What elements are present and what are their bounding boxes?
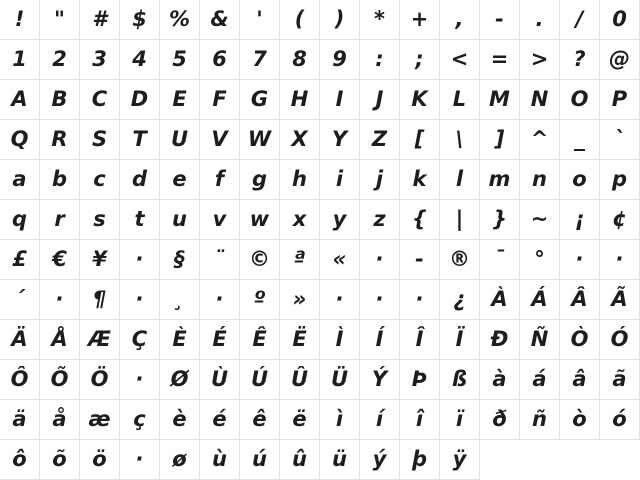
glyph-cell: - bbox=[480, 0, 520, 40]
glyph-cell: ë bbox=[280, 400, 320, 440]
glyph-cell: | bbox=[440, 200, 480, 240]
glyph-cell: O bbox=[560, 80, 600, 120]
glyph-cell: m bbox=[480, 160, 520, 200]
glyph-cell: s bbox=[80, 200, 120, 240]
glyph-cell: · bbox=[120, 280, 160, 320]
glyph-cell: º bbox=[240, 280, 280, 320]
glyph-cell: Î bbox=[400, 320, 440, 360]
glyph-cell: Û bbox=[280, 360, 320, 400]
glyph-row bbox=[0, 400, 640, 440]
glyph-cell: ¡ bbox=[560, 200, 600, 240]
glyph-cell: À bbox=[480, 280, 520, 320]
glyph-cell: þ bbox=[400, 440, 440, 480]
glyph-cell: È bbox=[160, 320, 200, 360]
glyph-cell: ¥ bbox=[80, 240, 120, 280]
glyph-cell: ñ bbox=[520, 400, 560, 440]
glyph-cell: $ bbox=[120, 0, 160, 40]
glyph-cell: à bbox=[480, 360, 520, 400]
glyph-cell: J bbox=[360, 80, 400, 120]
glyph-cell: ï bbox=[440, 400, 480, 440]
glyph-cell: W bbox=[240, 120, 280, 160]
glyph-cell: S bbox=[80, 120, 120, 160]
glyph-cell: u bbox=[160, 200, 200, 240]
glyph-cell: * bbox=[360, 0, 400, 40]
glyph-cell: r bbox=[40, 200, 80, 240]
glyph-cell: ` bbox=[600, 120, 640, 160]
glyph-cell: ¶ bbox=[80, 280, 120, 320]
glyph-cell: Z bbox=[360, 120, 400, 160]
glyph-row bbox=[0, 40, 640, 80]
glyph-cell: ^ bbox=[520, 120, 560, 160]
glyph-cell: · bbox=[120, 360, 160, 400]
glyph-cell: H bbox=[280, 80, 320, 120]
glyph-cell: Ø bbox=[160, 360, 200, 400]
glyph-row bbox=[0, 200, 640, 240]
glyph-cell: & bbox=[200, 0, 240, 40]
glyph-cell: Ã bbox=[600, 280, 640, 320]
glyph-cell: d bbox=[120, 160, 160, 200]
glyph-cell: á bbox=[520, 360, 560, 400]
glyph-cell: Ý bbox=[360, 360, 400, 400]
glyph-cell: { bbox=[400, 200, 440, 240]
glyph-cell: B bbox=[40, 80, 80, 120]
glyph-cell: e bbox=[160, 160, 200, 200]
glyph-cell: M bbox=[480, 80, 520, 120]
glyph-cell: 8 bbox=[280, 40, 320, 80]
glyph-cell: ö bbox=[80, 440, 120, 480]
glyph-cell: ô bbox=[0, 440, 40, 480]
glyph-cell: Í bbox=[360, 320, 400, 360]
glyph-row bbox=[0, 240, 640, 280]
glyph-cell: N bbox=[520, 80, 560, 120]
glyph-cell: / bbox=[560, 0, 600, 40]
glyph-cell: Y bbox=[320, 120, 360, 160]
glyph-cell: 3 bbox=[80, 40, 120, 80]
glyph-cell: b bbox=[40, 160, 80, 200]
glyph-row bbox=[0, 360, 640, 400]
glyph-cell: ä bbox=[0, 400, 40, 440]
glyph-cell: ç bbox=[120, 400, 160, 440]
glyph-cell: c bbox=[80, 160, 120, 200]
glyph-cell: ) bbox=[320, 0, 360, 40]
glyph-cell: P bbox=[600, 80, 640, 120]
glyph-cell: Ü bbox=[320, 360, 360, 400]
glyph-cell: n bbox=[520, 160, 560, 200]
glyph-cell: l bbox=[440, 160, 480, 200]
glyph-cell: , bbox=[440, 0, 480, 40]
glyph-cell: t bbox=[120, 200, 160, 240]
glyph-cell: Ù bbox=[200, 360, 240, 400]
glyph-cell: ; bbox=[400, 40, 440, 80]
glyph-cell: 6 bbox=[200, 40, 240, 80]
glyph-cell: U bbox=[160, 120, 200, 160]
glyph-cell: g bbox=[240, 160, 280, 200]
glyph-cell: ì bbox=[320, 400, 360, 440]
glyph-cell: æ bbox=[80, 400, 120, 440]
glyph-cell: Ó bbox=[600, 320, 640, 360]
glyph-row bbox=[0, 320, 640, 360]
glyph-cell: 0 bbox=[600, 0, 640, 40]
glyph-cell: ¢ bbox=[600, 200, 640, 240]
glyph-row bbox=[0, 160, 640, 200]
glyph-cell: Ñ bbox=[520, 320, 560, 360]
glyph-cell: Ì bbox=[320, 320, 360, 360]
glyph-cell: Ê bbox=[240, 320, 280, 360]
glyph-cell: ? bbox=[560, 40, 600, 80]
glyph-cell: ¨ bbox=[200, 240, 240, 280]
glyph-cell: \ bbox=[440, 120, 480, 160]
glyph-cell: â bbox=[560, 360, 600, 400]
glyph-cell: · bbox=[400, 280, 440, 320]
glyph-cell: i bbox=[320, 160, 360, 200]
glyph-cell: Á bbox=[520, 280, 560, 320]
glyph-cell: K bbox=[400, 80, 440, 120]
glyph-cell: ã bbox=[600, 360, 640, 400]
glyph-cell: j bbox=[360, 160, 400, 200]
glyph-cell: ÿ bbox=[440, 440, 480, 480]
glyph-cell: Ô bbox=[0, 360, 40, 400]
glyph-cell: · bbox=[40, 280, 80, 320]
glyph-cell: ~ bbox=[520, 200, 560, 240]
glyph-cell: Ë bbox=[280, 320, 320, 360]
glyph-cell: y bbox=[320, 200, 360, 240]
glyph-cell: Q bbox=[0, 120, 40, 160]
glyph-cell: ¸ bbox=[160, 280, 200, 320]
glyph-cell: X bbox=[280, 120, 320, 160]
glyph-cell: å bbox=[40, 400, 80, 440]
glyph-cell: ó bbox=[600, 400, 640, 440]
glyph-cell: · bbox=[120, 240, 160, 280]
glyph-cell: § bbox=[160, 240, 200, 280]
glyph-cell: · bbox=[360, 240, 400, 280]
glyph-cell: Þ bbox=[400, 360, 440, 400]
glyph-cell: 1 bbox=[0, 40, 40, 80]
glyph-cell: q bbox=[0, 200, 40, 240]
glyph-cell: Ö bbox=[80, 360, 120, 400]
glyph-cell: + bbox=[400, 0, 440, 40]
glyph-row bbox=[0, 80, 640, 120]
glyph-cell: · bbox=[360, 280, 400, 320]
glyph-cell: · bbox=[320, 280, 360, 320]
glyph-cell: 7 bbox=[240, 40, 280, 80]
glyph-cell: Ç bbox=[120, 320, 160, 360]
glyph-cell: z bbox=[360, 200, 400, 240]
glyph-cell: [ bbox=[400, 120, 440, 160]
glyph-cell: õ bbox=[40, 440, 80, 480]
glyph-cell: . bbox=[520, 0, 560, 40]
glyph-cell: ¿ bbox=[440, 280, 480, 320]
glyph-cell: » bbox=[280, 280, 320, 320]
glyph-cell: " bbox=[40, 0, 80, 40]
glyph-cell: Â bbox=[560, 280, 600, 320]
glyph-cell: Ï bbox=[440, 320, 480, 360]
glyph-cell: Å bbox=[40, 320, 80, 360]
glyph-cell: û bbox=[280, 440, 320, 480]
glyph-cell: p bbox=[600, 160, 640, 200]
glyph-cell: É bbox=[200, 320, 240, 360]
glyph-cell: A bbox=[0, 80, 40, 120]
glyph-cell: € bbox=[40, 240, 80, 280]
glyph-cell: > bbox=[520, 40, 560, 80]
glyph-cell: ú bbox=[240, 440, 280, 480]
glyph-cell: ü bbox=[320, 440, 360, 480]
glyph-cell: h bbox=[280, 160, 320, 200]
glyph-cell: I bbox=[320, 80, 360, 120]
glyph-row bbox=[0, 0, 640, 40]
glyph-cell: ý bbox=[360, 440, 400, 480]
glyph-cell: w bbox=[240, 200, 280, 240]
glyph-cell: è bbox=[160, 400, 200, 440]
glyph-cell: ] bbox=[480, 120, 520, 160]
glyph-row bbox=[0, 280, 640, 320]
glyph-row bbox=[0, 440, 640, 480]
glyph-cell: £ bbox=[0, 240, 40, 280]
glyph-cell: Ú bbox=[240, 360, 280, 400]
glyph-cell: L bbox=[440, 80, 480, 120]
glyph-cell: · bbox=[560, 240, 600, 280]
glyph-cell: f bbox=[200, 160, 240, 200]
glyph-cell: 2 bbox=[40, 40, 80, 80]
glyph-cell: x bbox=[280, 200, 320, 240]
glyph-cell: R bbox=[40, 120, 80, 160]
glyph-cell: o bbox=[560, 160, 600, 200]
glyph-cell: F bbox=[200, 80, 240, 120]
glyph-cell: ø bbox=[160, 440, 200, 480]
glyph-cell: D bbox=[120, 80, 160, 120]
glyph-cell: ð bbox=[480, 400, 520, 440]
glyph-cell: Ð bbox=[480, 320, 520, 360]
glyph-cell: í bbox=[360, 400, 400, 440]
glyph-cell: Õ bbox=[40, 360, 80, 400]
glyph-cell: C bbox=[80, 80, 120, 120]
glyph-cell: 5 bbox=[160, 40, 200, 80]
glyph-cell: ¯ bbox=[480, 240, 520, 280]
glyph-cell: Ä bbox=[0, 320, 40, 360]
glyph-cell: é bbox=[200, 400, 240, 440]
glyph-cell: 4 bbox=[120, 40, 160, 80]
glyph-cell: ß bbox=[440, 360, 480, 400]
glyph-cell: a bbox=[0, 160, 40, 200]
glyph-cell: ê bbox=[240, 400, 280, 440]
glyph-cell: ò bbox=[560, 400, 600, 440]
glyph-cell: · bbox=[120, 440, 160, 480]
glyph-cell: « bbox=[320, 240, 360, 280]
glyph-cell: @ bbox=[600, 40, 640, 80]
glyph-cell: Ò bbox=[560, 320, 600, 360]
glyph-cell: ' bbox=[240, 0, 280, 40]
glyph-cell: ! bbox=[0, 0, 40, 40]
glyph-cell: © bbox=[240, 240, 280, 280]
glyph-cell: } bbox=[480, 200, 520, 240]
glyph-cell: k bbox=[400, 160, 440, 200]
glyph-cell: ´ bbox=[0, 280, 40, 320]
glyph-cell: _ bbox=[560, 120, 600, 160]
glyph-cell: E bbox=[160, 80, 200, 120]
glyph-cell: # bbox=[80, 0, 120, 40]
glyph-cell: T bbox=[120, 120, 160, 160]
glyph-cell: = bbox=[480, 40, 520, 80]
glyph-cell: · bbox=[600, 240, 640, 280]
glyph-cell: G bbox=[240, 80, 280, 120]
glyph-cell: ° bbox=[520, 240, 560, 280]
glyph-cell: 9 bbox=[320, 40, 360, 80]
glyph-cell: · bbox=[200, 280, 240, 320]
glyph-cell: ª bbox=[280, 240, 320, 280]
glyph-cell: - bbox=[400, 240, 440, 280]
glyph-cell: î bbox=[400, 400, 440, 440]
glyph-cell: ® bbox=[440, 240, 480, 280]
glyph-cell: v bbox=[200, 200, 240, 240]
glyph-cell: ( bbox=[280, 0, 320, 40]
glyph-cell: : bbox=[360, 40, 400, 80]
glyph-cell: < bbox=[440, 40, 480, 80]
glyph-cell: V bbox=[200, 120, 240, 160]
glyph-row bbox=[0, 120, 640, 160]
glyph-cell: ù bbox=[200, 440, 240, 480]
glyph-cell: % bbox=[160, 0, 200, 40]
glyph-cell: Æ bbox=[80, 320, 120, 360]
